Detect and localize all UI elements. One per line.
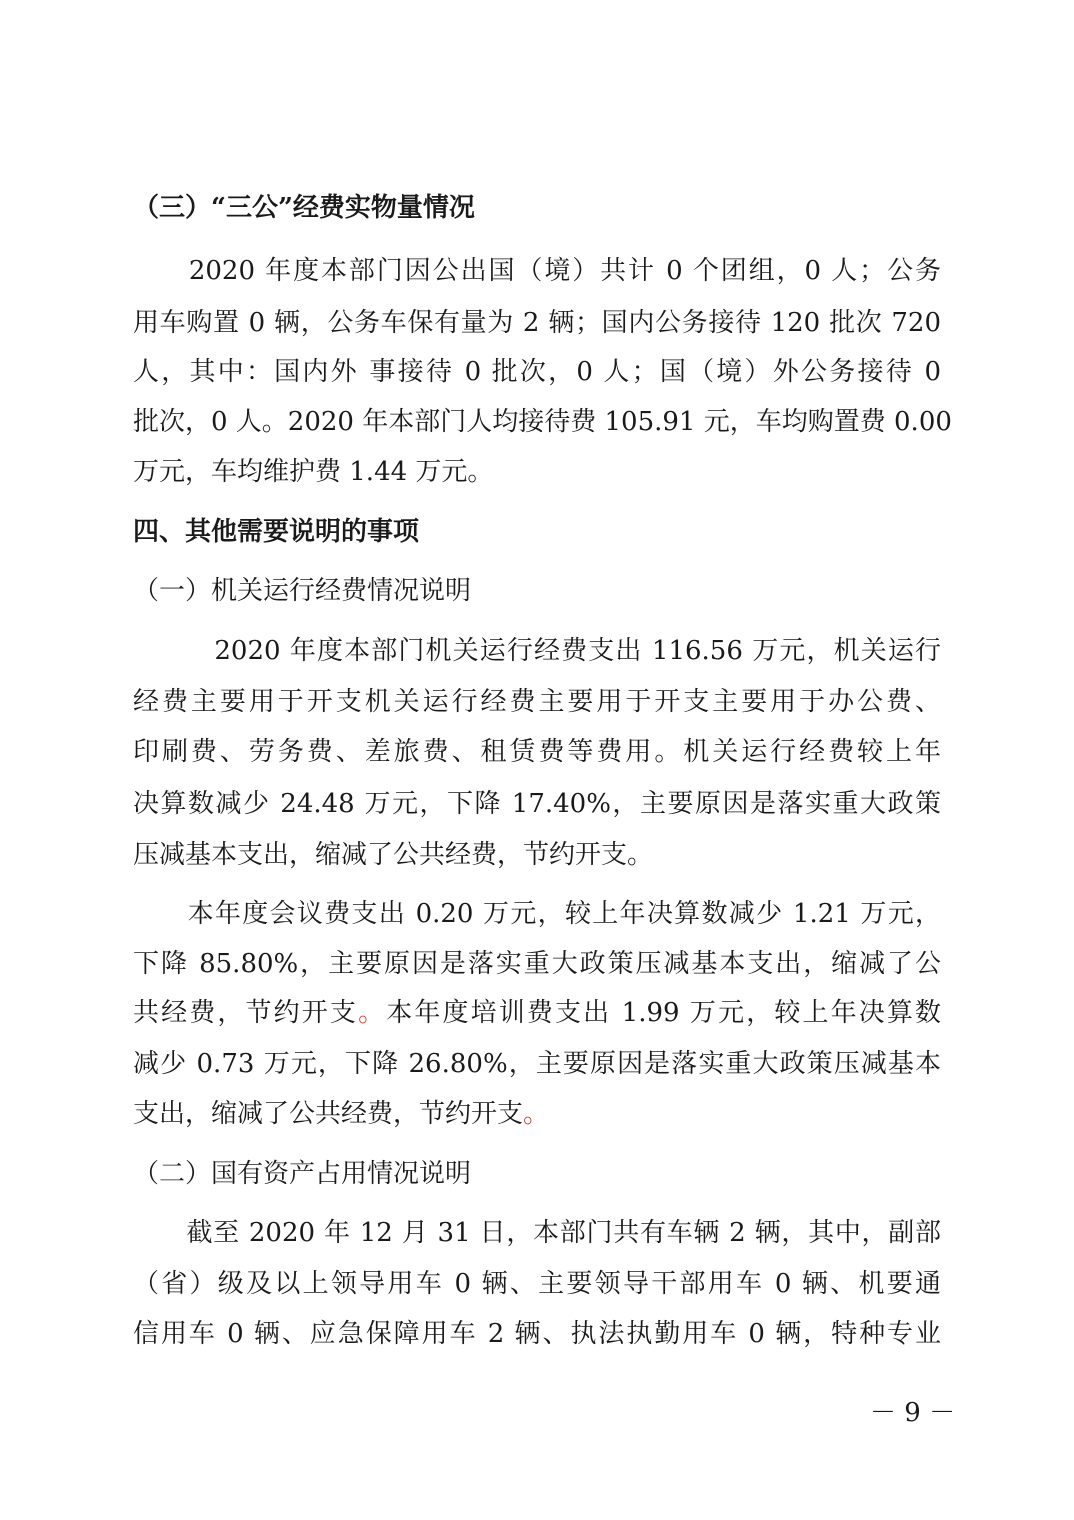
text-run: 本年度培训费支出 1.99 万元，较上年决算数: [386, 998, 941, 1028]
paragraph-line: 2020 年度本部门因公出国（境）共计 0 个团组，0 人；公务: [133, 256, 941, 286]
paragraph-line: [133, 996, 941, 1030]
paragraph-line: 信用车 0 辆、应急保障用车 2 辆、执法执勤用车 0 辆，特种专业: [133, 1319, 941, 1349]
paragraph-line: 压减基本支出，缩减了公共经费，节约开支。: [133, 840, 654, 870]
paragraph-line: 人，其中：国内外 事接待 0 批次，0 人；国（境）外公务接待 0: [133, 357, 941, 387]
section-heading-other-matters: 四、其他需要说明的事项: [133, 517, 420, 547]
subheading-state-assets: （二）国有资产占用情况说明: [133, 1159, 472, 1189]
paragraph-line: 印刷费、劳务费、差旅费、租赁费等费用。机关运行经费较上年: [133, 737, 941, 767]
heading-sanggong-quantity: （三）“三公”经费实物量情况: [133, 193, 475, 223]
paragraph-line: 下降 85.80%，主要原因是落实重大政策压减基本支出，缩减了公: [133, 949, 941, 979]
paragraph-line: 决算数减少 24.48 万元，下降 17.40%，主要原因是落实重大政策: [133, 789, 941, 819]
paragraph-line: （省）级及以上领导用车 0 辆、主要领导干部用车 0 辆、机要通: [133, 1269, 941, 1299]
subheading-operating-expenses: （一）机关运行经费情况说明: [133, 576, 472, 606]
page-number: － 9 －: [870, 1398, 956, 1428]
red-period-mark: 。: [358, 998, 387, 1028]
paragraph-line: 用车购置 0 辆，公务车保有量为 2 辆；国内公务接待 120 批次 720: [133, 308, 941, 338]
paragraph-line: [133, 1097, 941, 1131]
text-run: 支出，缩减了公共经费，节约开支: [133, 1099, 524, 1129]
paragraph-line: 2020 年度本部门机关运行经费支出 116.56 万元，机关运行: [133, 636, 941, 666]
paragraph-line: 本年度会议费支出 0.20 万元，较上年决算数减少 1.21 万元，: [133, 899, 941, 929]
paragraph-line: 经费主要用于开支机关运行经费主要用于开支主要用于办公费、: [133, 687, 941, 717]
text-run: 共经费，节约开支: [133, 998, 359, 1028]
red-period-mark: 。: [523, 1099, 550, 1129]
paragraph-line: 减少 0.73 万元，下降 26.80%，主要原因是落实重大政策压减基本: [133, 1049, 941, 1079]
paragraph-line: 万元，车均维护费 1.44 万元。: [133, 457, 494, 487]
paragraph-line: 截至 2020 年 12 月 31 日，本部门共有车辆 2 辆，其中，副部: [133, 1218, 941, 1248]
paragraph-line: 批次，0 人。2020 年本部门人均接待费 105.91 元，车均购置费 0.00: [133, 407, 952, 437]
